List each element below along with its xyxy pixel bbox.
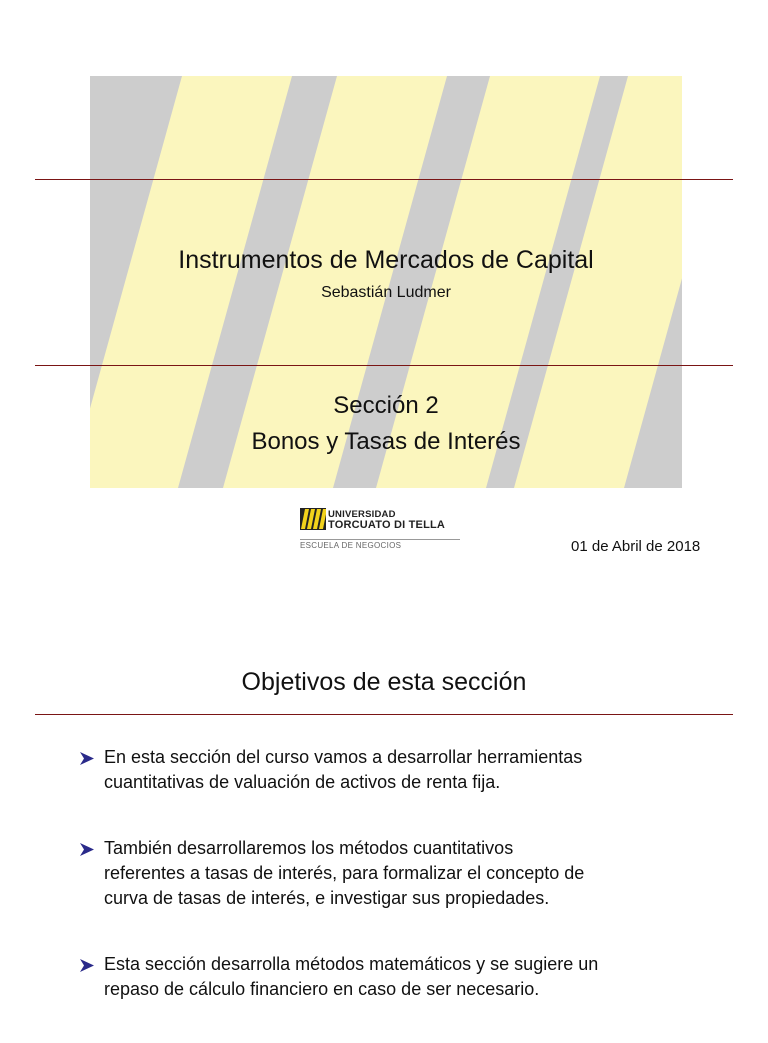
instructor-name: Sebastián Ludmer <box>321 284 451 301</box>
middle-divider-rule <box>35 365 733 366</box>
section-number: Sección 2 <box>333 392 439 419</box>
bullet-line: También desarrollaremos los métodos cuantitativos <box>104 838 514 858</box>
objectives-slide <box>0 620 768 1024</box>
list-item <box>80 745 720 795</box>
bullet-line: Esta sección desarrolla métodos matemáticos y se sugiere un <box>104 954 599 974</box>
bullet-line: referentes a tasas de interés, para formalizar el concepto de <box>104 863 585 883</box>
arrow-bullet-icon <box>80 752 94 765</box>
bullet-line: En esta sección del curso vamos a desarrollar herramientas <box>104 747 583 767</box>
logo-divider <box>300 539 460 540</box>
bullet-line: repaso de cálculo financiero en caso de ser necesario. <box>104 979 540 999</box>
bullet-line: cuantitativas de valuación de activos de renta fija. <box>104 772 501 792</box>
logo-text-torcuato-di-tella: TORCUATO DI TELLA <box>328 519 446 531</box>
logo-text-universidad: UNIVERSIDAD <box>328 509 396 520</box>
slide-heading: Objetivos de esta sección <box>241 668 527 696</box>
presentation-date: 01 de Abril de 2018 <box>571 538 701 555</box>
arrow-bullet-icon <box>80 843 94 856</box>
list-item <box>80 836 720 911</box>
section-title: Bonos y Tasas de Interés <box>251 428 521 455</box>
utdt-stripes-logo <box>300 508 326 530</box>
list-item <box>80 952 720 1002</box>
logo-subtitle: ESCUELA DE NEGOCIOS <box>300 541 402 550</box>
objectives-list <box>80 745 720 1043</box>
university-logo <box>300 506 465 550</box>
heading-divider-rule <box>35 714 733 715</box>
top-divider-rule <box>35 179 733 180</box>
bullet-line: curva de tasas de interés, e investigar sus propiedades. <box>104 888 550 908</box>
arrow-bullet-icon <box>80 959 94 972</box>
course-title: Instrumentos de Mercados de Capital <box>178 246 594 274</box>
